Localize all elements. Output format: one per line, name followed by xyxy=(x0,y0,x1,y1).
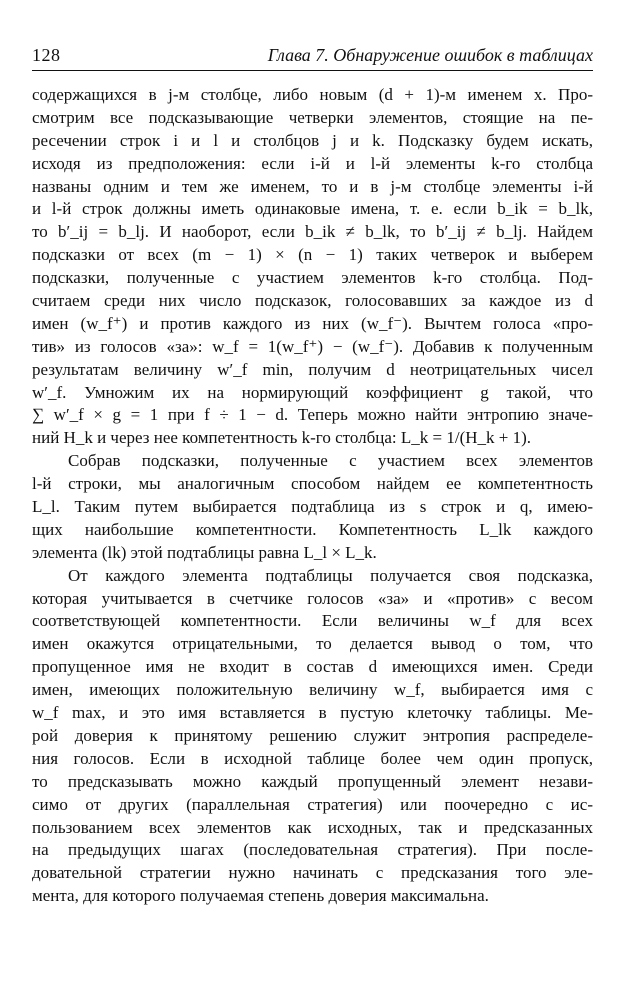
text-line: тив» из голосов «за»: w_f = 1(w_f⁺) − (w_f⁻). Добавив к полученным xyxy=(32,336,593,356)
text-line: подсказки, полученные с участием элементов k-го столбца. Под- xyxy=(32,268,593,288)
text-line: симо от других (параллельная стратегия) или поочередно с ис- xyxy=(32,794,593,814)
text-line: w′_f. Умножим их на нормирующий коэффициент g такой, что xyxy=(32,382,593,402)
chapter-title: Глава 7. Обнаружение ошибок в таблицах xyxy=(267,45,593,65)
text-line: Собрав подсказки, полученные с участием всех элементов xyxy=(68,451,593,471)
text-line: считаем среди них число подсказок, голосовавших за каждое из d xyxy=(32,291,593,311)
text-line: пропущенное имя не входит в состав d имеющихся имен. Среди xyxy=(32,657,593,677)
text-line: l-й строки, мы аналогичным способом найдем ее компетентность xyxy=(32,474,593,494)
text-line: элемента (lk) этой подтаблицы равна L_l × L_k. xyxy=(32,542,377,562)
text-line: и l-й строк должны иметь одинаковые имена, т. е. если b_ik = b_lk, xyxy=(32,199,593,219)
text-line: рой доверия к принятому решению служит энтропия распределе- xyxy=(32,725,593,745)
text-line: то b′_ij = b_lj. И наоборот, если b_ik ≠ b_lk, то b′_ij ≠ b_lj. Найдем xyxy=(32,222,593,242)
text-line: соответствующей компетентности. Если величины w_f для всех xyxy=(32,611,593,631)
text-line: ния голосов. Если в исходной таблице более чем один пропуск, xyxy=(32,748,593,768)
text-line: имен окажутся отрицательными, то делается вывод о том, что xyxy=(32,634,593,654)
text-line: на предыдущих шагах (последовательная стратегия). При после- xyxy=(32,840,593,860)
page-number: 128 xyxy=(32,45,61,65)
text-line: ресечении строк i и l и столбцов j и k. Подсказку будем искать, xyxy=(32,130,593,150)
text-line: L_l. Таким путем выбирается подтаблица из s строк и q, имею- xyxy=(32,497,593,517)
text-line: подсказки от всех (m − 1) × (n − 1) таких четверок и выберем xyxy=(32,245,593,265)
text-line: w_f max, и это имя вставляется в пустую клеточку таблицы. Ме- xyxy=(32,703,593,723)
text-line: результатам величину w′_f min, получим d неотрицательных чисел xyxy=(32,359,593,379)
text-line: исходя из предположения: если i-й и l-й элементы k-го столбца xyxy=(32,153,593,173)
text-line: названы одним и тем же именем, то и в j-м столбце элементы i-й xyxy=(32,176,593,196)
text-line: щих наибольшие компетентности. Компетентность L_lk каждого xyxy=(32,519,593,539)
body-text xyxy=(32,84,593,908)
text-line: смотрим все подсказывающие четверки элементов, стоящие на пе- xyxy=(32,107,593,127)
text-line: которая учитывается в счетчике голосов «за» и «против» с весом xyxy=(32,588,593,608)
text-line: ∑ w′_f × g = 1 при f ÷ 1 − d. Теперь можно найти энтропию значе- xyxy=(32,405,593,425)
text-line: пользованием всех элементов как исходных, так и предсказанных xyxy=(32,817,593,837)
text-line: ний H_k и через нее компетентность k-го столбца: L_k = 1/(H_k + 1). xyxy=(32,428,532,448)
running-header xyxy=(32,44,593,71)
text-line: довательной стратегии нужно начинать с предсказания того эле- xyxy=(32,863,593,883)
text-line: содержащихся в j-м столбце, либо новым (d + 1)-м именем x. Про- xyxy=(32,85,593,104)
text-line: мента, для которого получаемая степень доверия максимальна. xyxy=(32,886,489,906)
text-line: От каждого элемента подтаблицы получается своя подсказка, xyxy=(68,565,593,585)
text-line: имен, имеющих положительную величину w_f, выбирается имя с xyxy=(32,680,593,700)
text-line: то предсказывать можно каждый пропущенный элемент незави- xyxy=(32,771,593,791)
text-line: имен (w_f⁺) и против каждого из них (w_f⁻). Вычтем голоса «про- xyxy=(32,313,593,333)
